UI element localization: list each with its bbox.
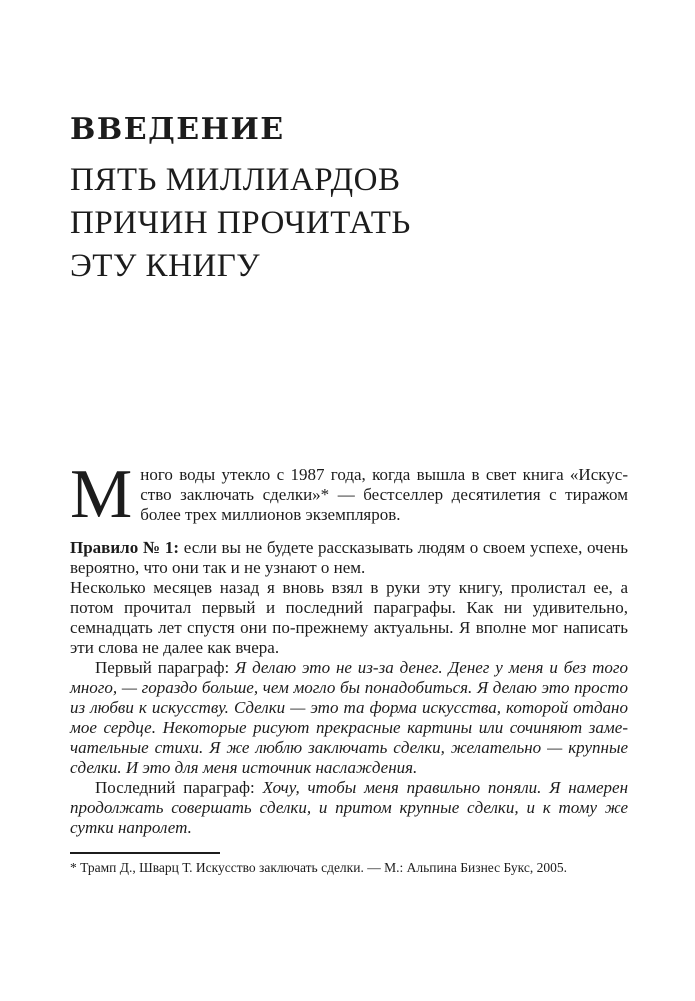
footnote-text: * Трамп Д., Шварц Т. Искусство заключать сделки. — М.: Альпина Бизнес Букс, 2005. (70, 860, 568, 875)
first-quote-lead: Первый параграф: (95, 658, 230, 677)
first-quote-paragraph (70, 658, 628, 778)
footnote-divider (70, 852, 220, 854)
page-content-column (70, 0, 628, 838)
intro-paragraph-text: ного воды утекло с 1987 года, когда вышла в свет книга «Искусство заключать сделки»* — бестселлер десятилетия с тиражом более трех миллионов экземпляров. (140, 465, 628, 524)
rule-text: если вы не будете рассказывать людям о своем успехе, очень вероятно, что они так и не узнают о нем. (70, 538, 628, 577)
retrospective-paragraph: Несколько месяцев назад я вновь взял в руки эту книгу, пролистал ее, а потом прочитал первый и последний параграфы. Как ни удивительно, семнадцать лет спустя они по-прежнему актуальны. Я вполне мог написать эти слова не далее как вчера. (70, 578, 628, 657)
last-quote-text: Хочу, чтобы меня правильно поняли. Я намерен продолжать совершать сделки, и притом крупные сделки, и к тому же сутки напролет. (70, 778, 628, 837)
body-text (70, 456, 628, 838)
rule-paragraph (70, 538, 628, 578)
last-quote-paragraph (70, 778, 628, 838)
chapter-subtitle-line: ПРИЧИН ПРОЧИТАТЬ (70, 205, 411, 241)
chapter-subtitle (70, 159, 628, 288)
first-quote-text: Я делаю это не из-за денег. Денег у меня и без того много, — гораздо больше, чем могло бы понадобиться. Я делаю это просто из любви к искусству. Сделки — это та форма искусства, которой отдано мое сердце. Некоторые рисуют прекрасные картины или сочиняют замечательные стихи. Я же люблю заключать сделки, желательно — крупные сделки. И это для меня источник наслаждения. (70, 658, 628, 777)
drop-cap: М (70, 456, 133, 533)
footnote (70, 852, 628, 876)
last-quote-lead: Последний параграф: (95, 778, 255, 797)
intro-paragraph (70, 456, 628, 533)
chapter-subtitle-line: ЭТУ КНИГУ (70, 248, 261, 284)
chapter-title: ВВЕДЕНИЕ (70, 112, 285, 147)
chapter-subtitle-line: ПЯТЬ МИЛЛИАРДОВ (70, 162, 401, 198)
rule-label: Правило № 1: (70, 538, 180, 557)
